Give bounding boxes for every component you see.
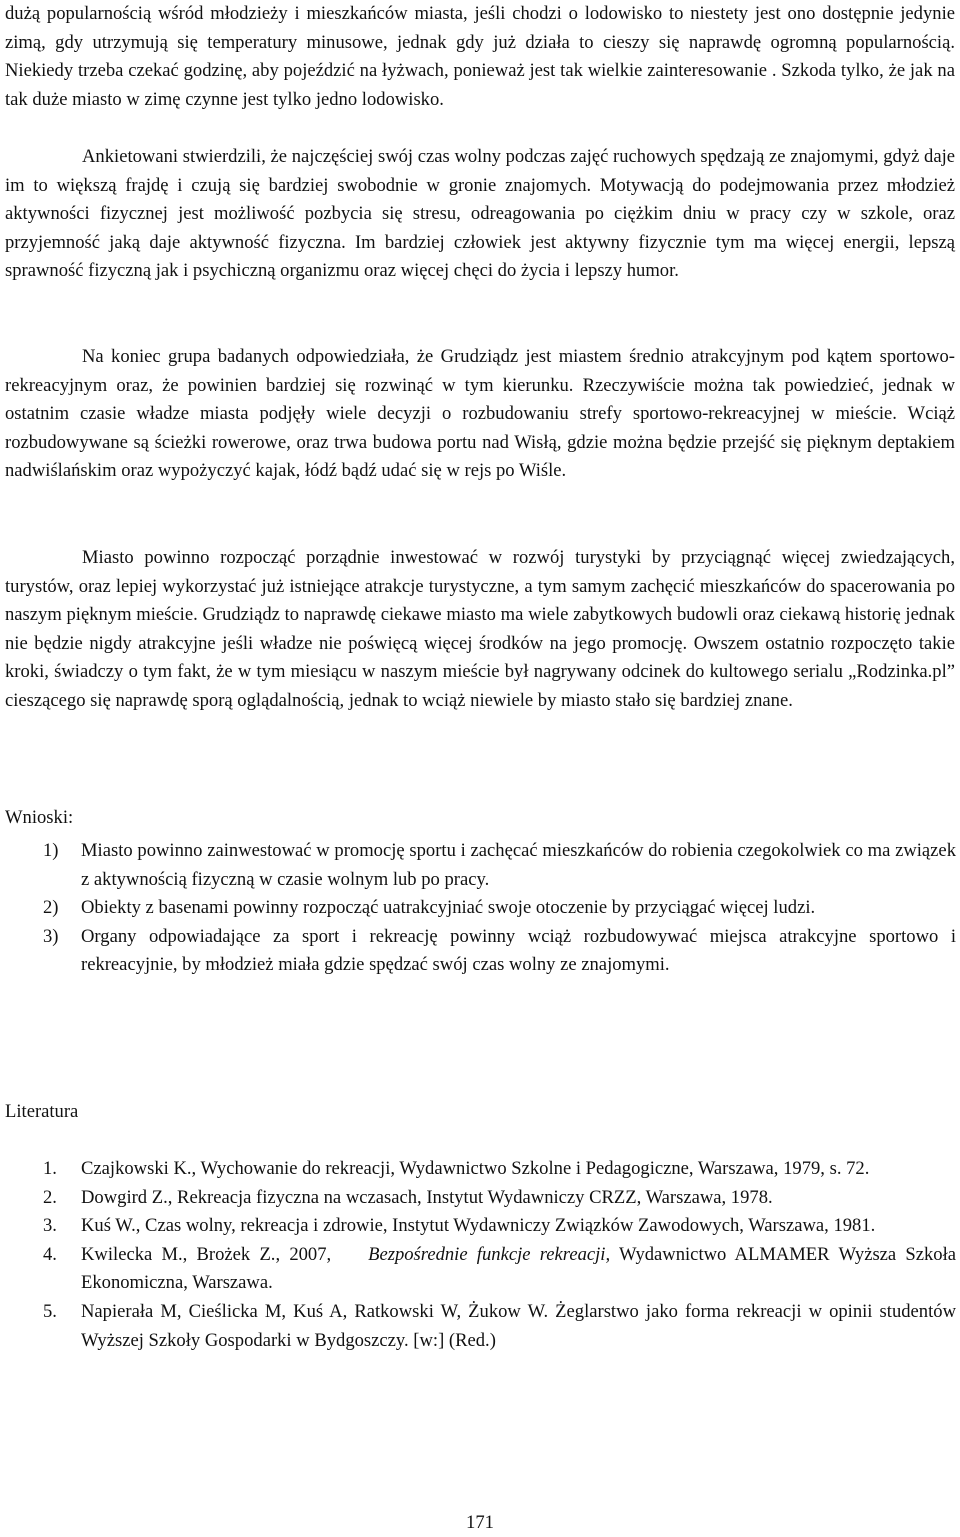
literature-list [43, 1155, 957, 1355]
book-title: Bezpośrednie funkcje rekreacji, [368, 1243, 611, 1265]
literature-heading: Literatura [5, 1101, 79, 1122]
conclusions-heading: Wnioski: [5, 807, 74, 828]
list-item: 2. Dowgird Z., Rekreacja fizyczna na wczasach, Instytut Wydawniczy CRZZ, Warszawa, 1978. [43, 1186, 773, 1208]
list-item: 1. Czajkowski K., Wychowanie do rekreacji, Wydawnictwo Szkolne i Pedagogiczne, Warszawa, 1979, s. 72. [43, 1158, 870, 1179]
paragraph-2: Ankietowani stwierdzili, że najczęściej swój czas wolny podczas zajęć ruchowych spędzają ze znajomymi, gdyż daje im to większą frajdę i czują się bardziej swobodnie w gronie znajomych. Motywacją do podejmowania przez młodzież aktywności fizycznej jest możliwość pozbycia się stresu, odreagowania po ciężkim dniu w pracy czy w szkole, oraz przyjemność jaką daje aktywność fizyczna. Im bardziej człowiek jest aktywny fizycznie tym ma więcej energii, lepszą sprawność fizyczną jak i psychiczną organizmu oraz więcej chęci do życia i lepszy humor. [5, 146, 955, 282]
list-item: 1) Miasto powinno zainwestować w promocję sportu i zachęcać mieszkańców do robienia czegokolwiek co ma związek z aktywnością fizyczną w czasie wolnym lub po pracy. [43, 840, 956, 890]
list-item: 3. Kuś W., Czas wolny, rekreacja i zdrowie, Instytut Wydawniczy Związków Zawodowych, Warszawa, 1981. [43, 1215, 876, 1237]
conclusions-list [43, 837, 956, 980]
list-item: 3) Organy odpowiadające za sport i rekreację powinny wciąż rozbudowywać miejsca atrakcyjne sportowo i rekreacyjnie, by młodzież miała gdzie spędzać swój czas wolny ze znajomymi. [43, 925, 956, 976]
paragraph-3: Na koniec grupa badanych odpowiedziała, że Grudziądz jest miastem średnio atrakcyjnym pod kątem sportowo-rekreacyjnym oraz, że powinien bardziej się rozwinąć w tym kierunku. Rzeczywiście można tak powiedzieć, jednak w ostatnim czasie władze miasta podjęły wiele decyzji o rozbudowaniu strefy sportowo-rekreacyjnej w mieście. Wciąż rozbudowywane są ścieżki rowerowe, oraz trwa budowa portu nad Wisłą, gdzie można będzie przejść się pięknym deptakiem nadwiślańskim oraz wypożyczyć kajak, łódź bądź udać się w rejs po Wiśle. [5, 346, 955, 482]
list-item: 5. Napierała M, Cieślicka M, Kuś A, Ratkowski W, Żukow W. Żeglarstwo jako forma rekreacji w opinii studentów Wyższej Szkoły Gospodarki w Bydgoszczy. [w:] (Red.) [43, 1300, 956, 1351]
paragraph-4: Miasto powinno rozpocząć porządnie inwestować w rozwój turystyki by przyciągnąć więcej zwiedzających, turystów, oraz lepiej wykorzystać już istniejące atrakcje turystyczne, a tym samym zachęcić mieszkańców do spacerowania po naszym pięknym mieście. Grudziądz to naprawdę ciekawe miasto ma wiele zabytkowych budowli oraz ciekawą historię jednak nie będzie nigdy atrakcyjne jeśli władze nie poświęcą więcej środków na jego promocję. Owszem ostatnio rozpoczęto takie kroki, świadczy o tym fakt, że w tym miesiącu w naszym mieście był nagrywany odcinek do kultowego serialu „Rodzinka.pl” cieszącego się naprawdę sporą oglądalnością, jednak to wciąż niewiele by miasto stało się bardziej znane. [5, 547, 955, 711]
page-number: 171 [466, 1512, 494, 1533]
list-item: 2) Obiekty z basenami powinny rozpocząć uatrakcyjniać swoje otoczenie by przyciągać więcej ludzi. [43, 897, 816, 919]
paragraph-1: dużą popularnością wśród młodzieży i mieszkańców miasta, jeśli chodzi o lodowisko to niestety jest ono dostępnie jedynie zimą, gdy utrzymują się temperatury minusowe, jednak gdy już działa to cieszy się naprawdę ogromną popularnością. Niekiedy trzeba czekać godzinę, aby pojeździć na łyżwach, ponieważ jest tak wielkie zainteresowanie . Szkoda tylko, że jak na tak duże miasto w zimę czynne jest tylko jedno lodowisko. [5, 3, 955, 110]
list-item: 4. Kwilecka M., Brożek Z., 2007, Bezpośrednie funkcje rekreacji, Wydawnictwo ALMAMER Wyższa Szkoła Ekonomiczna, Warszawa. [43, 1243, 957, 1294]
